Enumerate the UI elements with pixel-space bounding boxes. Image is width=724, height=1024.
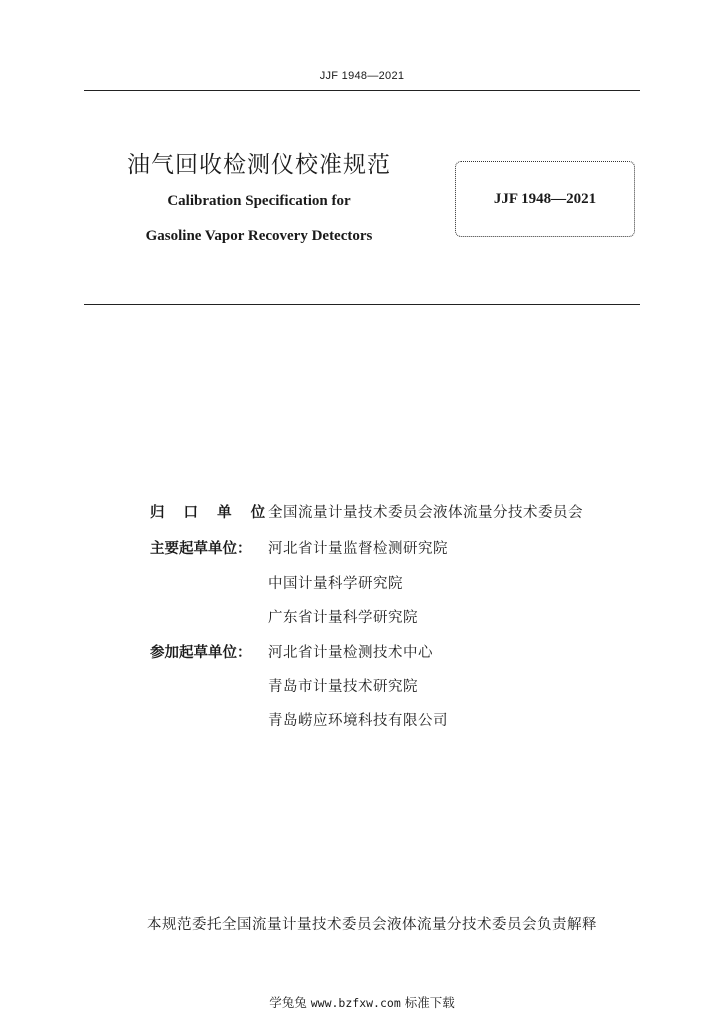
- responsible-unit-row: [150, 503, 583, 523]
- title-english-line2: Gasoline Vapor Recovery Detectors: [145, 228, 373, 244]
- main-drafting-unit: 中国计量科学研究院: [268, 576, 403, 592]
- participating-label: 参加起草单位：: [150, 645, 252, 661]
- watermark-url: www.bzfxw.com: [310, 996, 401, 1010]
- title-chinese: 油气回收检测仪校准规范: [127, 152, 391, 178]
- interpretation-note: 本规范委托全国流量计量技术委员会液体流量分技术委员会负责解释: [147, 917, 597, 933]
- title-rule: [84, 304, 640, 305]
- participating-row: [150, 711, 448, 731]
- participating-unit: 河北省计量检测技术中心: [268, 645, 433, 661]
- main-drafting-label: 主要起草单位：: [150, 541, 252, 557]
- participating-unit: 青岛崂应环境科技有限公司: [268, 713, 448, 729]
- participating-row: [150, 677, 418, 697]
- participating-unit: 青岛市计量技术研究院: [268, 679, 418, 695]
- responsible-unit-value: 全国流量计量技术委员会液体流量分技术委员会: [268, 505, 583, 521]
- watermark-site: 学兔兔: [269, 995, 307, 1010]
- title-english-line1: Calibration Specification for: [167, 193, 351, 209]
- specification-code-box: [455, 161, 635, 237]
- watermark-text: 标准下载: [404, 995, 455, 1010]
- participating-row: [150, 643, 433, 663]
- main-drafting-row: [150, 539, 448, 559]
- responsible-unit-label: 归 口 单 位：: [150, 505, 294, 521]
- main-drafting-unit: 河北省计量监督检测研究院: [268, 541, 448, 557]
- watermark: [0, 993, 724, 1011]
- main-drafting-row: [150, 574, 403, 594]
- specification-code: JJF 1948—2021: [493, 190, 597, 207]
- header-rule: [84, 90, 640, 91]
- running-header-code: JJF 1948—2021: [319, 70, 405, 82]
- main-drafting-row: [150, 608, 418, 628]
- main-drafting-unit: 广东省计量科学研究院: [268, 610, 418, 626]
